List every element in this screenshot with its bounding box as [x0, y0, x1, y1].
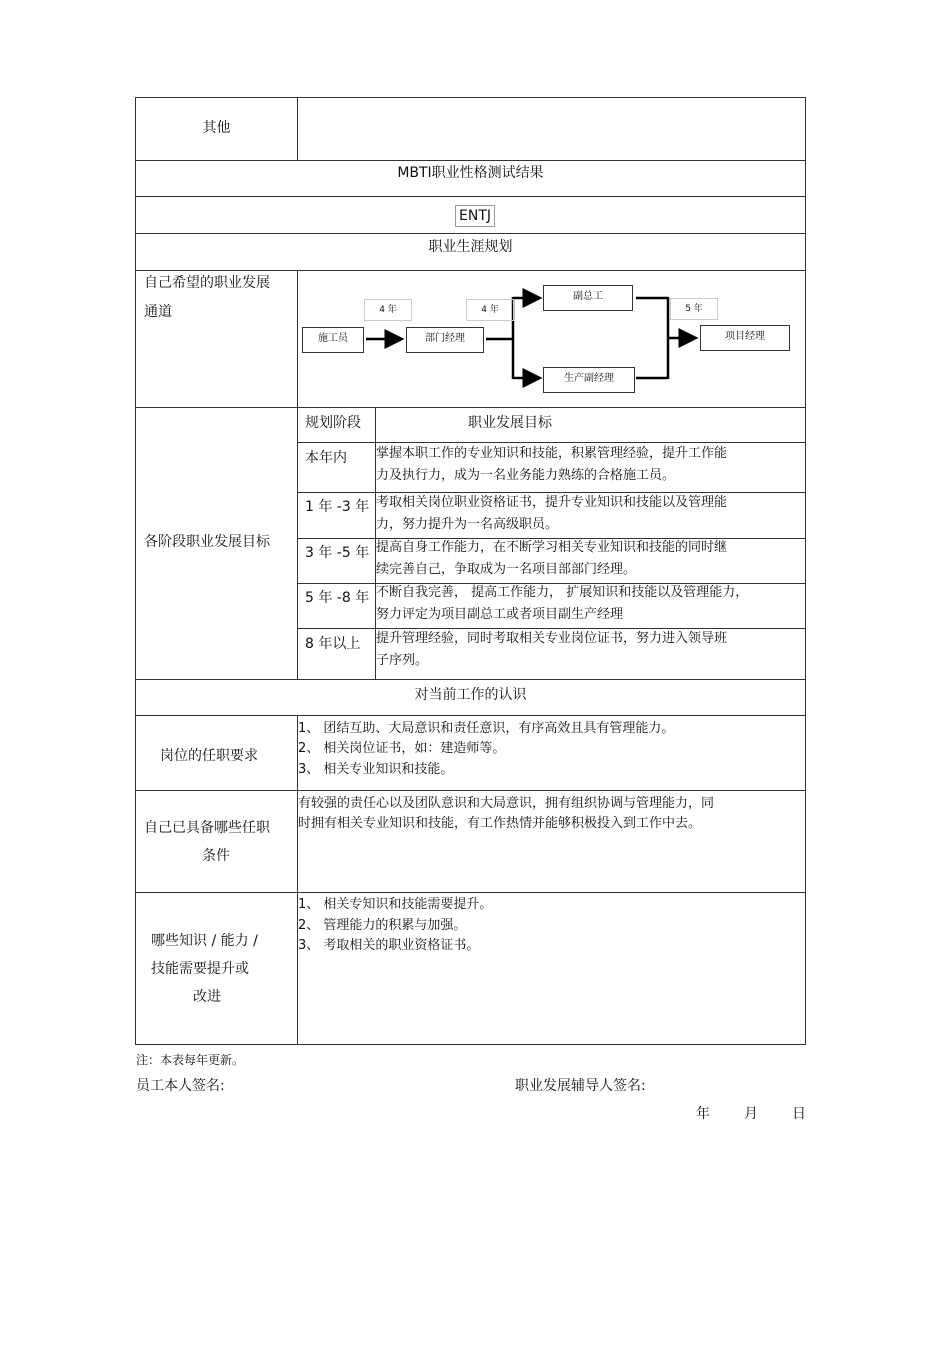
stage-goal-line2: 力及执行力，成为一名业务能力熟练的合格施工员。: [376, 468, 676, 483]
row-line: [135, 196, 806, 197]
understanding-header: 对当前工作的认识: [414, 687, 527, 703]
channel-label-line1: 自己希望的职业发展: [144, 275, 270, 291]
qualifications-label-line1: 自己已具备哪些任职: [144, 820, 270, 836]
career-plan-header: 职业生涯规划: [428, 239, 513, 255]
stage-goal-line2: 子序列。: [376, 653, 429, 668]
qualifications-text-line2: 时拥有相关专业知识和技能，有工作热情并能够积极投入到工作中去。: [298, 816, 702, 831]
requirement-item: 3、 相关专业知识和技能。: [298, 762, 454, 777]
career-flow-diagram: [298, 271, 804, 406]
date-year: 年: [696, 1106, 710, 1122]
stage-goal-line1: 提升管理经验，同时考取相关专业岗位证书，努力进入领导班: [376, 631, 728, 646]
row-line: [135, 160, 806, 161]
node-production-deputy-manager: 生产副经理: [543, 367, 635, 393]
col-header-stage: 规划阶段: [305, 415, 361, 431]
improve-item: 2、 管理能力的积累与加强。: [298, 918, 467, 933]
stage-goal-line1: 不断自我完善， 提高工作能力， 扩展知识和技能以及管理能力，: [376, 585, 749, 600]
stage-period: 1 年 -3 年: [305, 499, 370, 515]
stage-goal-line2: 续完善自己，争取成为一名项目部部门经理。: [376, 562, 637, 577]
row-line: [135, 790, 806, 791]
improve-label-line2: 技能需要提升或: [151, 961, 249, 977]
node-project-manager: 项目经理: [700, 325, 790, 351]
col-header-goal: 职业发展目标: [468, 415, 552, 431]
years-label-1: 4 年: [364, 299, 412, 321]
row-line: [135, 407, 806, 408]
date-day: 日: [792, 1106, 806, 1122]
node-department-manager: 部门经理: [406, 327, 484, 353]
mentor-signature-label: 职业发展辅导人签名:: [515, 1078, 646, 1094]
row-line: [135, 892, 806, 893]
mbti-result: ENTJ: [455, 205, 495, 227]
qualifications-label-line2: 条件: [202, 848, 230, 864]
employee-signature-label: 员工本人签名:: [136, 1078, 225, 1094]
channel-label-line2: 通道: [144, 304, 172, 320]
improve-item: 1、 相关专知识和技能需要提升。: [298, 897, 493, 912]
mbti-header: MBTI职业性格测试结果: [397, 165, 544, 181]
stage-goal-line2: 力，努力提升为一名高级职员。: [376, 517, 559, 532]
table-border-right: [805, 97, 806, 1045]
row-line: [135, 715, 806, 716]
stage-goal-line1: 掌握本职工作的专业知识和技能，积累管理经验，提升工作能: [376, 446, 728, 461]
stage-period: 3 年 -5 年: [305, 545, 370, 561]
improve-label-line3: 改进: [193, 989, 221, 1005]
row-line: [135, 679, 806, 680]
years-label-3: 5 年: [670, 298, 718, 320]
job-requirements-label: 岗位的任职要求: [160, 748, 258, 764]
node-construction-worker: 施工员: [302, 327, 364, 353]
stage-goal-line2: 努力评定为项目副总工或者项目副生产经理: [376, 607, 624, 622]
stage-period: 本年内: [305, 450, 347, 466]
stage-goals-label: 各阶段职业发展目标: [144, 534, 270, 550]
row-line: [135, 233, 806, 234]
stage-goal-line1: 提高自身工作能力，在不断学习相关专业知识和技能的同时继: [376, 540, 728, 555]
years-label-2: 4 年: [466, 299, 514, 321]
stage-goal-line1: 考取相关岗位职业资格证书，提升专业知识和技能以及管理能: [376, 495, 728, 510]
qualifications-text-line1: 有较强的责任心以及团队意识和大局意识，拥有组织协调与管理能力，同: [298, 796, 715, 811]
improve-label-line1: 哪些知识 / 能力 /: [151, 933, 258, 949]
footer-note: 注：本表每年更新。: [136, 1053, 245, 1067]
table-border-bottom: [135, 1044, 806, 1045]
table-border-top: [135, 97, 806, 98]
date-month: 月: [744, 1106, 758, 1122]
col-line: [297, 97, 298, 161]
requirement-item: 1、 团结互助、大局意识和责任意识，有序高效且具有管理能力。: [298, 721, 675, 736]
stage-period: 5 年 -8 年: [305, 590, 370, 606]
node-deputy-chief-engineer: 副总工: [543, 285, 633, 311]
other-label: 其他: [202, 120, 231, 136]
stage-period: 8 年以上: [305, 636, 361, 652]
requirement-item: 2、 相关岗位证书，如：建造师等。: [298, 741, 506, 756]
improve-item: 3、 考取相关的职业资格证书。: [298, 938, 480, 953]
